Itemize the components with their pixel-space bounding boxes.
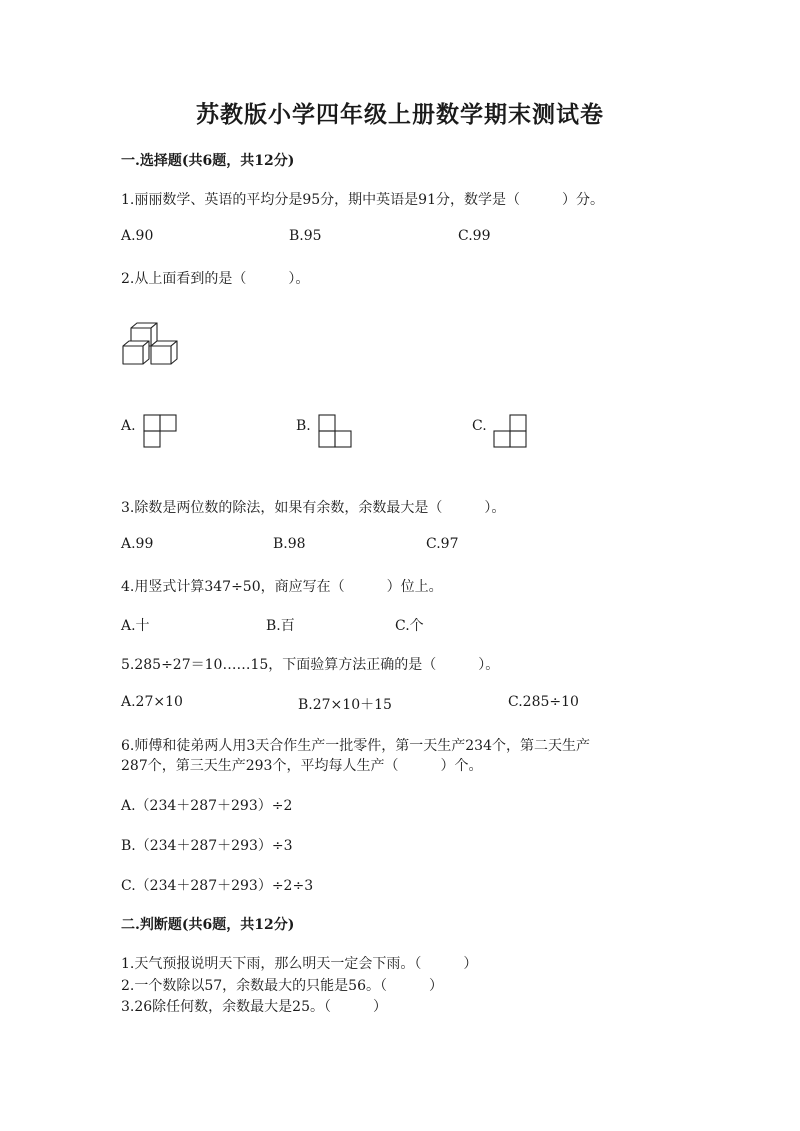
question-5: 5.285÷27＝10……15，下面验算方法正确的是（ ）。	[121, 657, 500, 673]
q1-option-a: A.90	[121, 228, 154, 244]
q5-option-b: B.27×10＋15	[298, 697, 392, 713]
q2-option-a-figure	[143, 414, 179, 448]
question-3: 3.除数是两位数的除法，如果有余数，余数最大是（ ）。	[121, 500, 506, 516]
question-1: 1.丽丽数学、英语的平均分是95分，期中英语是91分，数学是（ ）分。	[121, 192, 604, 208]
q4-option-a: A.十	[121, 618, 150, 634]
judge-item-1: 1.天气预报说明天下雨，那么明天一定会下雨。（ ）	[121, 956, 478, 972]
question-6-line1: 6.师傅和徒弟两人用3天合作生产一批零件，第一天生产234个，第二天生产	[121, 738, 590, 754]
q5-option-c: C.285÷10	[508, 694, 579, 710]
section1-heading: 一.选择题(共6题，共12分)	[121, 153, 295, 169]
q4-option-c: C.个	[395, 618, 424, 634]
q2-option-b: B.	[296, 418, 311, 434]
q3-option-b: B.98	[273, 536, 306, 552]
question-2: 2.从上面看到的是（ ）。	[121, 271, 310, 287]
q2-option-b-figure	[318, 414, 354, 448]
q2-option-c-figure	[493, 414, 529, 448]
q2-option-a: A.	[121, 418, 136, 434]
q3-option-a: A.99	[121, 536, 154, 552]
q1-option-c: C.99	[458, 228, 491, 244]
q1-option-b: B.95	[289, 228, 322, 244]
q6-option-c: C.（234＋287＋293）÷2÷3	[121, 878, 314, 894]
page-title: 苏教版小学四年级上册数学期末测试卷	[196, 101, 604, 128]
q4-option-b: B.百	[266, 618, 295, 634]
judge-item-3: 3.26除任何数，余数最大是25。（ ）	[121, 999, 387, 1015]
judge-item-2: 2.一个数除以57，余数最大的只能是56。（ ）	[121, 978, 443, 994]
question-6-line2: 287个，第三天生产293个，平均每人生产（ ）个。	[121, 758, 483, 774]
section2-heading: 二.判断题(共6题，共12分)	[121, 917, 295, 933]
q2-option-c: C.	[472, 418, 487, 434]
q6-option-a: A.（234＋287＋293）÷2	[121, 798, 293, 814]
q5-option-a: A.27×10	[121, 694, 183, 710]
cube-stack-figure	[121, 322, 181, 368]
q3-option-c: C.97	[426, 536, 459, 552]
question-4: 4.用竖式计算347÷50，商应写在（ ）位上。	[121, 579, 443, 595]
q6-option-b: B.（234＋287＋293）÷3	[121, 838, 293, 854]
